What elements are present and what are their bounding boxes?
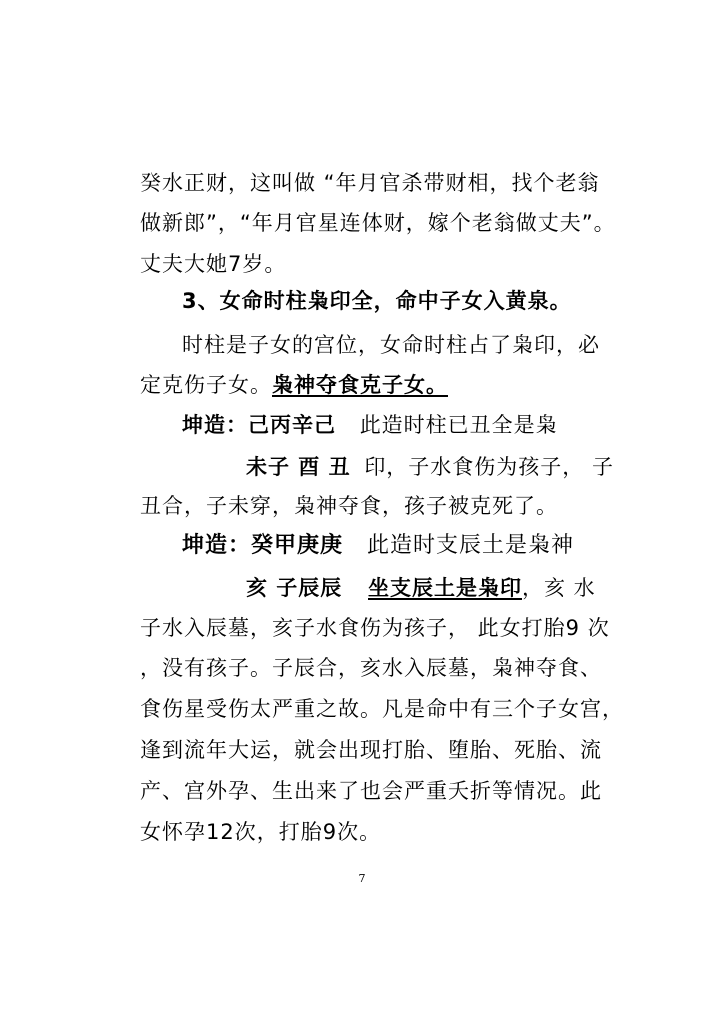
- paragraph-line: [140, 370, 448, 400]
- chart-line: [182, 531, 574, 561]
- paragraph-text: 定克伤子女。: [140, 373, 272, 397]
- paragraph-line: 癸水正财，这叫做 “年月官杀带财相，找个老翁: [140, 171, 600, 195]
- paragraph-line: 女怀孕12次，打胎9次。: [140, 820, 382, 844]
- chart-note: 此造时柱已丑全是枭: [359, 413, 558, 437]
- section-heading: 3、女命时柱枭印全，命中子女入黄泉。: [182, 289, 572, 313]
- emphasis-text: 枭神夺食克子女。: [272, 373, 448, 397]
- chart-branches: 未子 酉 丑: [246, 455, 351, 479]
- chart-note: 此造时支辰土是枭神: [367, 533, 575, 558]
- paragraph-line: 子水入辰墓，亥子水食伤为孩子， 此女打胎9 次: [140, 616, 610, 640]
- paragraph-line: 产、宫外孕、生出来了也会严重夭折等情况。此: [140, 779, 602, 803]
- chart-note: ，亥 水: [522, 576, 596, 600]
- chart-line: [182, 410, 558, 440]
- paragraph-line: 做新郎”，“年月官星连体财，嫁个老翁做丈夫”。: [140, 211, 616, 235]
- chart-line: [246, 452, 614, 482]
- paragraph-line: 食伤星受伤太严重之故。凡是命中有三个子女宫，: [140, 697, 624, 721]
- paragraph-line: 时柱是子女的宫位，女命时柱占了枭印，必: [182, 333, 600, 357]
- chart-line: [246, 573, 596, 603]
- chart-note: 印，子水食伤为孩子， 子: [364, 455, 614, 479]
- paragraph-line: 逢到流年大运，就会出现打胎、堕胎、死胎、流: [140, 738, 602, 762]
- chart-pillars: 坤造：癸甲庚庚: [182, 533, 344, 558]
- paragraph-line: ，没有孩子。子辰合，亥水入辰墓，枭神夺食、: [140, 656, 602, 680]
- paragraph-line: 丈夫大她7岁。: [140, 252, 287, 276]
- chart-pillars: 坤造：己丙辛己: [182, 413, 336, 437]
- chart-branches: 亥 子辰辰: [246, 576, 343, 600]
- emphasis-text: 坐支辰土是枭印: [368, 576, 522, 600]
- page-number: 7: [358, 872, 366, 885]
- paragraph-line: 丑合，子未穿，枭神夺食，孩子被克死了。: [140, 494, 558, 518]
